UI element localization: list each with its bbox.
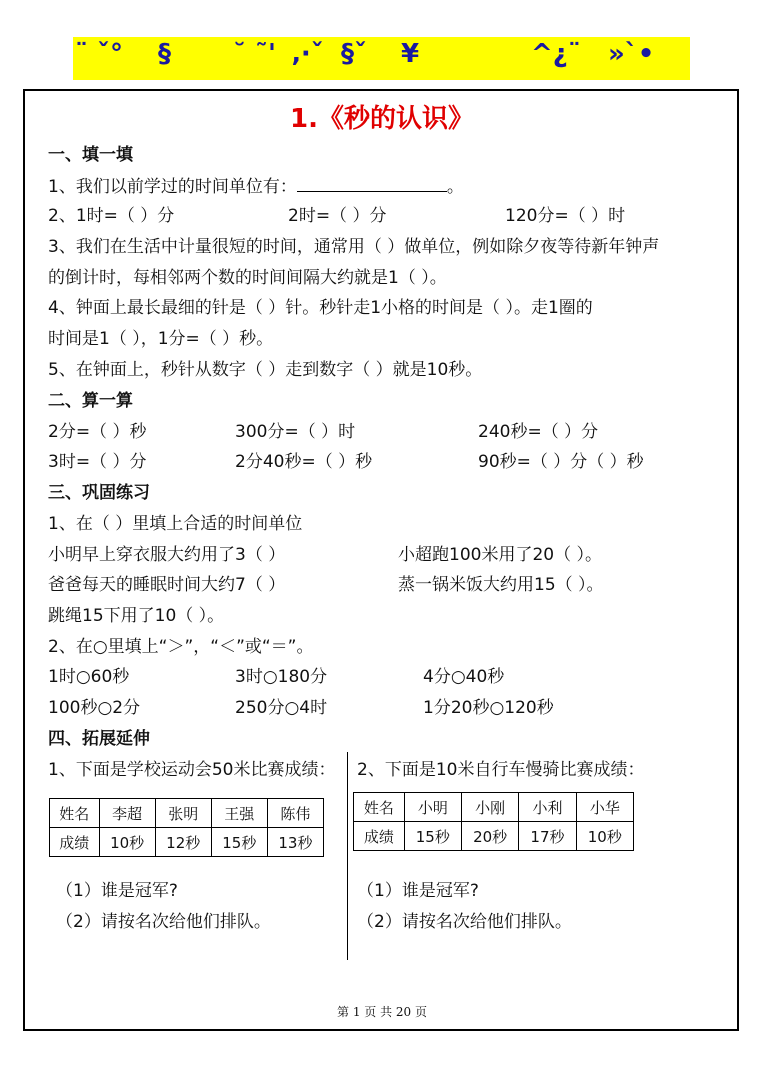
s3-compare-e3: 1分20秒○120秒	[423, 698, 554, 718]
table-cell: 王强	[211, 799, 267, 828]
s2-row1-b: 300分=（ ）时	[235, 422, 356, 442]
s1-q2-c: 120分=（ ）时	[505, 206, 626, 226]
s1-q3-line-1: 3、我们在生活中计量很短的时间，通常用（ ）做单位，例如除夕夜等待新年钟声	[48, 237, 660, 257]
table-cell: 陈伟	[267, 799, 323, 828]
table-row	[50, 828, 324, 857]
banner-glyph: ^¿¨	[531, 39, 581, 69]
s3-item-a2: 小超跑100米用了20（ ）。	[398, 545, 602, 565]
banner-glyph: »`•	[608, 39, 655, 69]
s1-q2-b: 2时=（ ）分	[288, 206, 387, 226]
s3-q2: 2、在○里填上“＞”，“＜”或“＝”。	[48, 637, 314, 657]
s4-left-question: 1、下面是学校运动会50米比赛成绩：	[48, 760, 336, 780]
table-cell: 李超	[99, 799, 155, 828]
banner-glyph: ¨ ˇ°	[75, 39, 124, 69]
table-cell: 张明	[155, 799, 211, 828]
table-cell: 小明	[404, 793, 461, 822]
table-cell: 小华	[576, 793, 633, 822]
banner-glyph: §ˇ	[341, 39, 367, 69]
s3-compare-e1: 100秒○2分	[48, 698, 141, 718]
table-cell: 20秒	[461, 822, 518, 851]
table-row	[50, 799, 324, 828]
s1-q1-end: 。	[446, 177, 464, 197]
section-1-heading: 一、填一填	[48, 145, 133, 165]
s3-q1: 1、在（ ）里填上合适的时间单位	[48, 514, 303, 534]
answer-blank[interactable]	[297, 175, 447, 192]
score-table-right	[353, 792, 634, 851]
section-4-heading: 四、拓展延伸	[48, 729, 150, 749]
table-cell: 成绩	[354, 822, 405, 851]
s3-compare-d1: 1时○60秒	[48, 667, 130, 687]
table-cell: 13秒	[267, 828, 323, 857]
s2-row1-a: 2分=（ ）秒	[48, 422, 147, 442]
table-cell: 小刚	[461, 793, 518, 822]
banner-glyph: §	[158, 39, 171, 69]
table-cell: 姓名	[354, 793, 405, 822]
s1-q3-line-2: 的倒计时，每相邻两个数的时间间隔大约就是1（ ）。	[48, 268, 447, 288]
s1-question-1	[48, 175, 464, 198]
s3-item-a1: 小明早上穿衣服大约用了3（ ）	[48, 545, 286, 565]
s1-q2-a: 2、1时=（ ）分	[48, 206, 175, 226]
table-cell: 10秒	[99, 828, 155, 857]
s3-compare-d3: 4分○40秒	[423, 667, 505, 687]
s2-row2-a: 3时=（ ）分	[48, 452, 147, 472]
section-3-heading: 三、巩固练习	[48, 483, 150, 503]
table-cell: 成绩	[50, 828, 100, 857]
s2-row2-c: 90秒=（ ）分（ ）秒	[478, 452, 644, 472]
banner-glyph: ˘ ˜'	[233, 39, 277, 69]
section-2-heading: 二、算一算	[48, 391, 133, 411]
column-divider	[347, 752, 348, 960]
s3-item-b2: 蒸一锅米饭大约用15（ ）。	[398, 575, 604, 595]
s4-right-part-1: （1）谁是冠军?	[357, 881, 479, 901]
table-row	[354, 793, 634, 822]
s1-q1-text: 1、我们以前学过的时间单位有：	[48, 177, 297, 197]
table-cell: 15秒	[404, 822, 461, 851]
table-cell: 小利	[519, 793, 576, 822]
header-banner	[73, 37, 690, 80]
worksheet-title: 1.《秒的认识》	[290, 104, 474, 134]
table-cell: 17秒	[519, 822, 576, 851]
s4-left-part-1: （1）谁是冠军?	[56, 881, 178, 901]
page-footer: 第 1 页 共 20 页	[337, 1005, 427, 1019]
s4-right-part-2: （2）请按名次给他们排队。	[357, 912, 572, 932]
s2-row2-b: 2分40秒=（ ）秒	[235, 452, 373, 472]
table-cell: 10秒	[576, 822, 633, 851]
score-table-left	[49, 798, 324, 857]
table-cell: 姓名	[50, 799, 100, 828]
banner-glyph: ¥	[401, 39, 420, 69]
s3-item-b1: 爸爸每天的睡眠时间大约7（ ）	[48, 575, 286, 595]
table-cell: 15秒	[211, 828, 267, 857]
s4-right-question: 2、下面是10米自行车慢骑比赛成绩：	[357, 760, 645, 780]
s1-q4-line-2: 时间是1（ ），1分=（ ）秒。	[48, 329, 274, 349]
s3-compare-e2: 250分○4时	[235, 698, 328, 718]
s4-left-part-2: （2）请按名次给他们排队。	[56, 912, 271, 932]
s3-item-c1: 跳绳15下用了10（ ）。	[48, 606, 225, 626]
s1-q4-line-1: 4、钟面上最长最细的针是（ ）针。秒针走1小格的时间是（ ）。走1圈的	[48, 298, 593, 318]
s2-row1-c: 240秒=（ ）分	[478, 422, 599, 442]
table-cell: 12秒	[155, 828, 211, 857]
table-row	[354, 822, 634, 851]
banner-glyph: ‚·ˇ	[291, 39, 324, 69]
s1-q5: 5、在钟面上，秒针从数字（ ）走到数字（ ）就是10秒。	[48, 360, 483, 380]
s3-compare-d2: 3时○180分	[235, 667, 328, 687]
